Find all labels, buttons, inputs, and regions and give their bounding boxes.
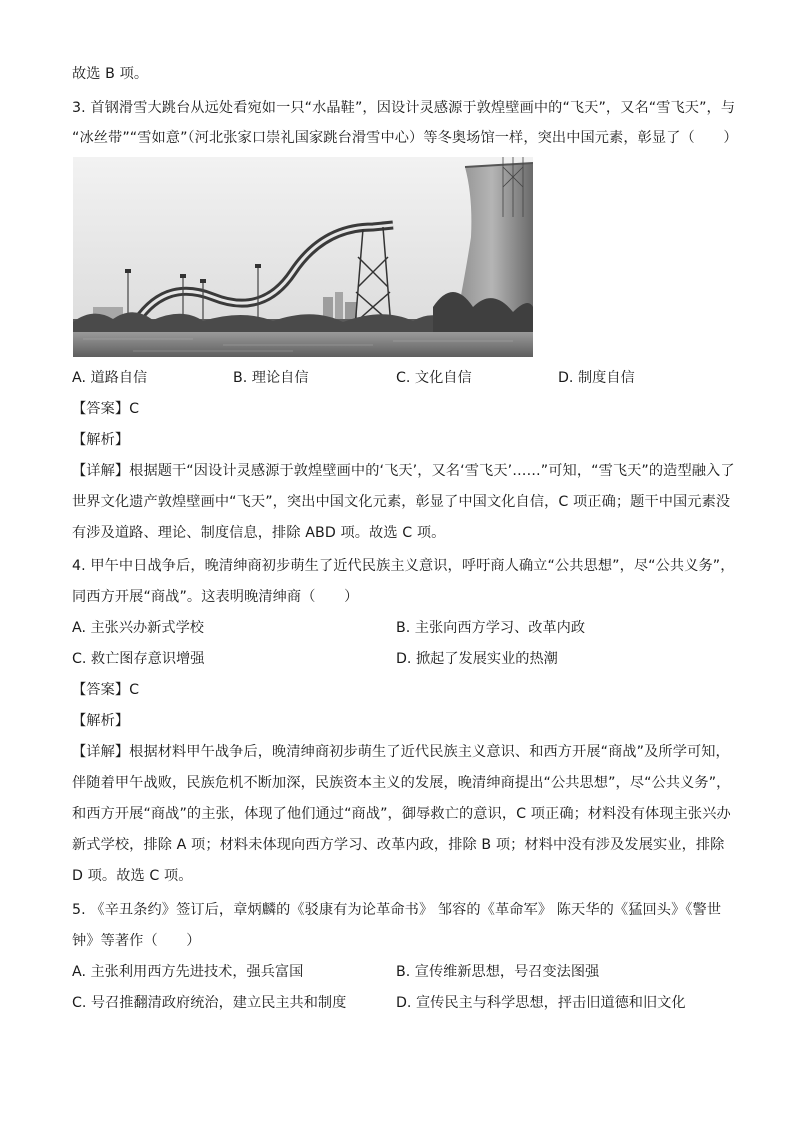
question-3-detail-line-2: 世界文化遗产敦煌壁画中“飞天”，突出中国文化元素，彰显了中国文化自信，C 项正确；题干中国元素没 [72,494,731,510]
question-5-option-b: B. 宣传维新思想，号召变法图强 [396,964,600,980]
question-3-option-a: A. 道路自信 [72,370,148,386]
question-4-option-a: A. 主张兴办新式学校 [72,620,204,636]
question-3-stem-line-2: “冰丝带”“雪如意”（河北张家口崇礼国家跳台滑雪中心）等冬奥场馆一样，突出中国元素，彰显了（ ） [72,130,738,146]
question-4-stem-line-2: 同西方开展“商战”。这表明晚清绅商（ ） [72,589,359,605]
question-4-detail-line-3: 和西方开展“商战”的主张，体现了他们通过“商战”，御辱救亡的意识，C 项正确；材料没有体现主张兴办 [72,806,731,822]
question-4-analysis-heading: 【解析】 [72,713,130,729]
question-4-answer: 【答案】C [72,682,140,698]
question-4-detail-line-1: 【详解】根据材料甲午战争后，晚清绅商初步萌生了近代民族主义意识、和西方开展“商战”及所学可知， [72,744,730,760]
question-5-option-c: C. 号召推翻清政府统治，建立民主共和制度 [72,995,347,1011]
question-4-option-c: C. 救亡图存意识增强 [72,651,205,667]
question-3-analysis-heading: 【解析】 [72,432,130,448]
question-5-option-d: D. 宣传民主与科学思想，抨击旧道德和旧文化 [396,995,686,1011]
question-3-option-d: D. 制度自信 [558,370,635,386]
question-5-stem-line-1: 5. 《辛丑条约》签订后，章炳麟的《驳康有为论革命书》 邹容的《革命军》 陈天华的《猛回头》《警世 [72,902,722,918]
ski-jump-illustration [73,157,533,357]
question-3-option-c: C. 文化自信 [396,370,472,386]
question-3-detail-line-1: 【详解】根据题干“因设计灵感源于敦煌壁画中的‘飞天’，又名‘雪飞天’……”可知，“雪飞天”的造型融入了 [72,463,735,479]
question-4-stem-line-1: 4. 甲午中日战争后，晚清绅商初步萌生了近代民族主义意识，呼吁商人确立“公共思想”，尽“公共义务”， [72,558,735,574]
question-4-option-d: D. 掀起了发展实业的热潮 [396,651,558,667]
question-3-detail-line-3: 有涉及道路、理论、制度信息，排除 ABD 项。故选 C 项。 [72,525,446,541]
question-3-option-b: B. 理论自信 [233,370,309,386]
question-3-stem-line-1: 3. 首钢滑雪大跳台从远处看宛如一只“水晶鞋”，因设计灵感源于敦煌壁画中的“飞天”，又名“雪飞天”，与 [72,100,736,116]
question-3-answer: 【答案】C [72,401,140,417]
question-4-option-b: B. 主张向西方学习、改革内政 [396,620,586,636]
question-4-detail-line-5: D 项。故选 C 项。 [72,868,193,884]
question-4-detail-line-4: 新式学校，排除 A 项；材料未体现向西方学习、改革内政，排除 B 项；材料中没有涉及发展实业，排除 [72,837,725,853]
question-5-option-a: A. 主张利用西方先进技术，强兵富国 [72,964,304,980]
question-5-stem-line-2: 钟》等著作（ ） [72,933,201,949]
question-4-detail-line-2: 伴随着甲午战败，民族危机不断加深，民族资本主义的发展，晚清绅商提出“公共思想”，尽“公共义务”， [72,775,731,791]
previous-answer-conclusion: 故选 B 项。 [72,66,149,82]
ski-jump-photo [73,157,533,357]
